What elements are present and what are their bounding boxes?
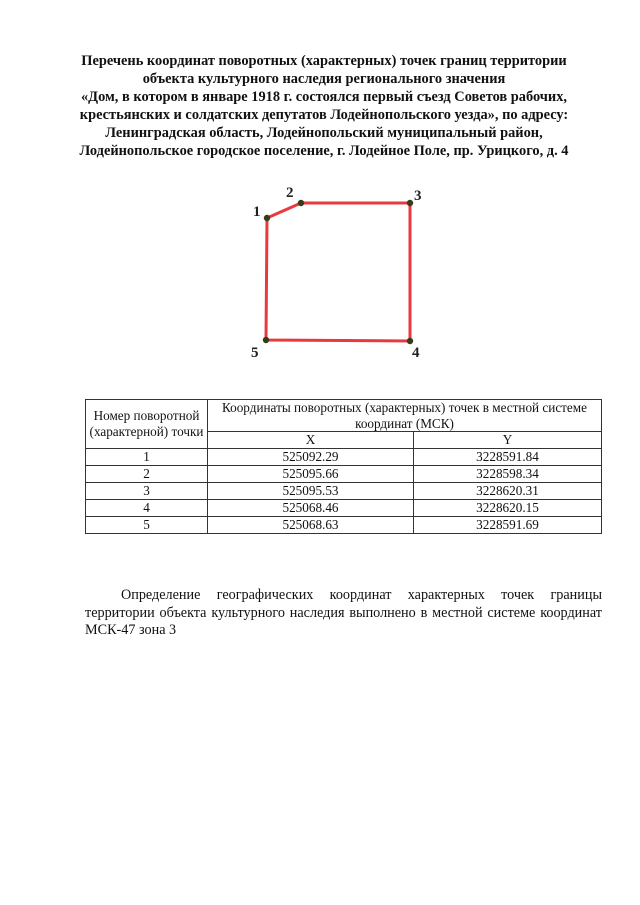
x-value: 525068.46	[208, 499, 414, 516]
point-number: 1	[86, 448, 208, 465]
point-number: 2	[86, 465, 208, 482]
coordinate-system-note	[85, 587, 602, 640]
coordinates-table	[85, 399, 602, 534]
title-line-6: Лодейнопольское городское поселение, г. Лодейное Поле, пр. Урицкого, д. 4	[79, 143, 569, 159]
x-value: 525095.53	[208, 482, 414, 499]
title-line-5: Ленинградская область, Лодейнопольский муниципальный район,	[105, 125, 543, 141]
note-line-2: территории объекта культурного наследия выполнено в местной системе координат МСК-47 зона 3	[85, 604, 602, 638]
x-value: 525092.29	[208, 448, 414, 465]
header-point-number: Номер поворотной (характерной) точки	[86, 400, 208, 449]
vertex-marker-5	[263, 337, 269, 343]
header-x: X	[208, 432, 414, 449]
title-line-4: крестьянских и солдатских депутатов Лодейнопольского уезда», по адресу:	[79, 107, 569, 123]
y-value: 3228620.31	[414, 482, 602, 499]
table-row	[86, 516, 602, 533]
vertex-label-3: 3	[414, 188, 422, 204]
vertex-marker-3	[407, 200, 413, 206]
y-value: 3228591.84	[414, 448, 602, 465]
title-line-2: объекта культурного наследия регионального значения	[142, 71, 506, 87]
y-value: 3228598.34	[414, 465, 602, 482]
point-number: 3	[86, 482, 208, 499]
vertex-label-4: 4	[412, 345, 420, 361]
y-value: 3228591.69	[414, 516, 602, 533]
y-value: 3228620.15	[414, 499, 602, 516]
boundary-polygon	[266, 203, 410, 341]
vertex-marker-4	[407, 338, 413, 344]
table-row	[86, 465, 602, 482]
title-line-3: «Дом, в котором в январе 1918 г. состоялся первый съезд Советов рабочих,	[80, 89, 568, 105]
title-line-1: Перечень координат поворотных (характерных) точек границ территории	[81, 53, 567, 69]
point-number: 5	[86, 516, 208, 533]
vertex-label-5: 5	[251, 345, 259, 361]
table-row	[86, 482, 602, 499]
table-row	[86, 448, 602, 465]
note-line-1: Определение географических координат характерных точек границы	[121, 587, 602, 603]
header-coordinates: Координаты поворотных (характерных) точек в местной системе координат (МСК)	[208, 400, 602, 432]
x-value: 525068.63	[208, 516, 414, 533]
vertex-label-1: 1	[253, 204, 261, 220]
vertex-label-2: 2	[286, 185, 294, 201]
boundary-scheme	[0, 0, 640, 380]
table-row	[86, 499, 602, 516]
header-y: Y	[414, 432, 602, 449]
vertex-marker-1	[264, 215, 270, 221]
point-number: 4	[86, 499, 208, 516]
x-value: 525095.66	[208, 465, 414, 482]
vertex-marker-2	[298, 200, 304, 206]
